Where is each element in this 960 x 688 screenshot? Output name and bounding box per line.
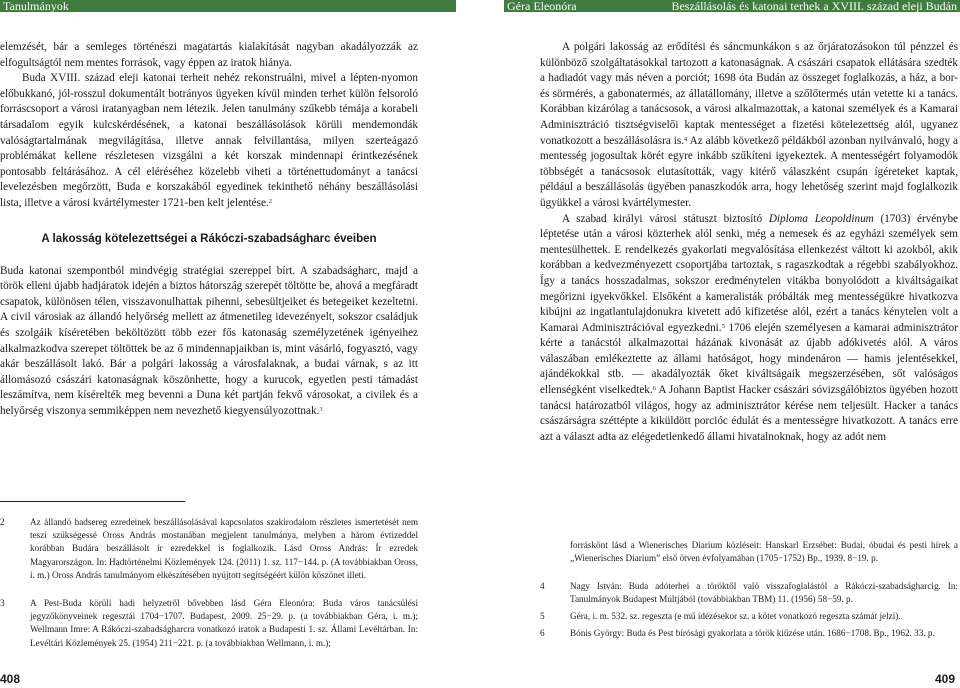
right-page-column xyxy=(540,40,958,445)
footnote-separator xyxy=(0,501,185,502)
paragraph: Buda XVIII. század eleji katonai terheit nehéz rekonstruálni, mivel a lépten-nyomon előbukkanó, jól-rosszul dokumentált botrányos ügyeken kívül minden terhet külön felsoroló forráscsoport a városi iratanyagban nem létezik. Jelen tanulmány szűkebb témája a korabeli társadalom egyik kulcskérdésének, a katonai beszállásolások körüli mendemondák valóságtartalmának megvilágítása, illetve annak felvillantása, milyen szerteágazó problémákat kellene részletesen vizsgálni a két korszak mindennapi érintkezésének pontosabb feltárásához. A cél eléréséhez közelebb viheti a történettudományt a tanácsi levelezésben megőrzött, Buda e korszakából egyedinek tekinthető néhány beszállásolási lista, illetve a városi kvártélymester 1721-ben kelt jelentése.$^2$ xyxy=(0,72,418,209)
footnote xyxy=(0,597,418,650)
footnote-text: Nagy István: Buda adóterhei a töröktől való visszafoglalástól a Rákóczi-szabadságharcig. In: Tanulmányok Budapest Múltjából (továbbiakban TBM) 11. (1956) 58−59. p. xyxy=(570,581,958,605)
footnote-ref[interactable]: 5 xyxy=(721,322,725,330)
left-page-column xyxy=(0,40,418,419)
footnote-text: Bónis György: Buda és Pest bírósági gyakorlata a török kiűzése után. 1686−1708. Bp., 1962. 33. p. xyxy=(570,628,935,638)
footnote-text: Géra, i. m. 532. sz. regeszta (e mű idézésekor sz. a kötet vonatkozó regeszta számát jelzi). xyxy=(570,611,901,621)
running-header-right xyxy=(504,0,960,12)
author-name: Géra Eleonóra xyxy=(507,0,577,13)
footnote-text: A Pest-Buda körüli hadi helyzetről bővebben lásd Géra Eleonóra: Buda város tanácsülési jegyzőkönyveinek regesztái 1704−1707. Budapest, 2009. 25−29. p. (a továbbiakban Géra, i. m.); Wellmann Imre: A Rákóczi-szabadságharcra vonatkozó iratok a Budapesti 1. sz. Állami Levéltárban. In: Levéltári Közlemények 25. (1954) 211−221. p. (a továbbiakban Wellmann, i. m.); xyxy=(30,598,418,648)
running-header-left xyxy=(0,0,456,12)
footnote-ref[interactable]: 6 xyxy=(652,385,656,393)
footnote-continuation xyxy=(540,539,958,565)
page-number-left: 408 xyxy=(0,672,21,686)
footnote-number: 6 xyxy=(540,628,545,638)
footnote xyxy=(0,516,418,582)
footnote-ref[interactable]: 3 xyxy=(319,405,323,413)
footnote-ref[interactable]: 2 xyxy=(268,197,272,205)
footnote-text: Az állandó hadsereg ezredeinek beszállásolásával kapcsolatos szakirodalom részletes ismertetését nem teszi szükségessé Oross András mostanában megjelent tanulmánya, melyben a három évtizeddel korábban Budára beszállásolt ír ezredekkel is foglalkozik. Lásd Oross András: Ír ezredek Magyarországon. In: Hadtörténelmi Közlemények 124. (2011) 1. sz. 117−144. p. (A továbbiakban Oross, i. m.) Oross András tanulmányom elkészítésében nyújtott segítségéért külön köszönet illeti. xyxy=(30,517,418,580)
footnote-number: 5 xyxy=(540,611,545,621)
footnote xyxy=(540,580,958,606)
paragraph: A szabad királyi városi státuszt biztosító Diploma Leopoldinum (1703) érvénybe léptetése után a városi közterhek alól senki, még a nemesek és az egyházi személyek sem mentesülhettek. E rendelkezés gyakorlati megvalósítása ellenkezést váltott ki azokból, akik korábban a kedvezményezett csoportjába tartoztak, s ragaszkodtak a régebbi szabályokhoz. Így a tanács hosszadalmas, sokszor eredménytelen vitákba bonyolódott a kiváltságaikat megőrizni igyekvőkkel. Elsőként a kameralisták próbálták meg mentességükre hivatkozva kibújni az ingatlantulajdonukra kivetett adó kifizetése alól, ezért a tanács kénytelen volt a Kamarai Adminisztrációval egyezkedni.$^5$ 1706 elején személyesen a kamarai adminisztrátor kérte a tanácstól alkalmazottai házának kivonását az újabb adókivetés alól. A város válaszában emlékeztette az állami hatóságot, hogy mindenáron — hamis jelentésekkel, ajándékokkal stb. — akadályozták őket kiváltságaik megszerzésében, sőt valóságos ellenségként viselkedtek.$^6$ A Johann Baptist Hacker császári sóvizsgálóbiztos ügyében hozott tanácsi határozatból világos, hogy az adminisztrátor kérése nem teljesült. Hacker a tanács császárságra széttépte a kiküldött porcióc édulát és a mentességre hivatkozott. A tanács erre azt a választ adta az elégedetlenkedő állami hivatalnoknak, hogy az adót nem xyxy=(540,212,959,443)
section-heading: A lakosság kötelezettségei a Rákóczi-szabadságharc éveiben xyxy=(41,232,377,245)
paragraph: A polgári lakosság az erődítési és sáncmunkákon s az őrjáratozásokon túl pénzzel és különböző szolgáltatásokkal tartozott a katonaságnak. A császári csapatok ellátására szedték a hadiadót vagy más néven a porciót; 1698 óta Budán az összeget foglalkozás, a ház, a bor- és sörmérés, a gabonatermés, az állatállomány, illetve a szőlőtermés után vetette ki a tanács. Korábban kizárólag a tanácsosok, a városi alkalmazottak, a katonai személyek és a Kamarai Adminisztráció tisztségviselői kaptak mentességet a fizetési kötelezettség alól, ugyanez vonatkozott a beszállásolásra is.$^4$ Az alább következő példákból azonban nyilvánvaló, hogy a mentesség jogosultak körét egyre inkább szűkíteni igyekeztek. A mentességért folyamodók többségét a tanácsosok elutasították, vagy kitérő válaszként csupán ígéreteket kaptak, például a beszállásolás ügyében panaszkodók arra, hogy lehetőség szerint majd foglalkozik ügyükkel a városi kvártélymester. xyxy=(540,41,958,209)
page-number-right: 409 xyxy=(935,672,956,686)
footnote-number: 4 xyxy=(540,581,545,591)
footnote-number: 3 xyxy=(0,598,5,608)
paragraph: Buda katonai szempontból mindvégig stratégiai szereppel bírt. A szabadságharc, majd a török elleni újabb hadjáratok idején a biztos hátország szerepét töltötte be, ahová a megfáradt csapatok, különösen télen, visszavonulhattak pihenni, sebesültjeiket és betegeiket kezeltetni. A civil városiak az állandó helyőrség mellett az átmenetileg idevezényelt, sokszor családjuk és szolgáik kíséretében beköltözött több ezer fős katonaság személyzetének igényeihez alkalmazkodva szerepet töltöttek be az ő mindennapjaikban is, mint vásárló, fogyasztó, vagy akár beszállásolt lakó. Bár a polgári lakosság a városfalaknak, a budai várnak, s az itt állomásozó császári katonaságnak köszönhette, hogy a kurucok, egyetlen pesti támadást leszámítva, nem kísérelték meg bevenni a Duna két partján fekvő városokat, a civilek és a helyőrség viszonya semmiképpen nem nevezhető kiegyensúlyozottnak.$^3$ xyxy=(0,264,418,417)
footnote-ref[interactable]: 4 xyxy=(684,135,688,143)
footnote-text: forráskönt lásd a Wienerisches Diarium közléseit: Hanskarl Erzsébet: Budai, óbudai és pesti hírek a „Wienerisches Diarium” első ötven évfolyamában (1705−1752) Bp., 1939. 8−19. p. xyxy=(570,540,958,564)
footnote xyxy=(540,627,958,640)
paragraph: elemzését, bár a semleges történészi magatartás kialakítását nagyban akadályozzák az elfogultságtól nem mentes források, vagy éppen az iratok hiánya. xyxy=(0,41,418,69)
footnote xyxy=(540,610,958,623)
footnote-number: 2 xyxy=(0,517,5,527)
article-title: Beszállásolás és katonai terhek a XVIII. század eleji Budán xyxy=(671,0,957,13)
section-title: Tanulmányok xyxy=(3,0,69,13)
